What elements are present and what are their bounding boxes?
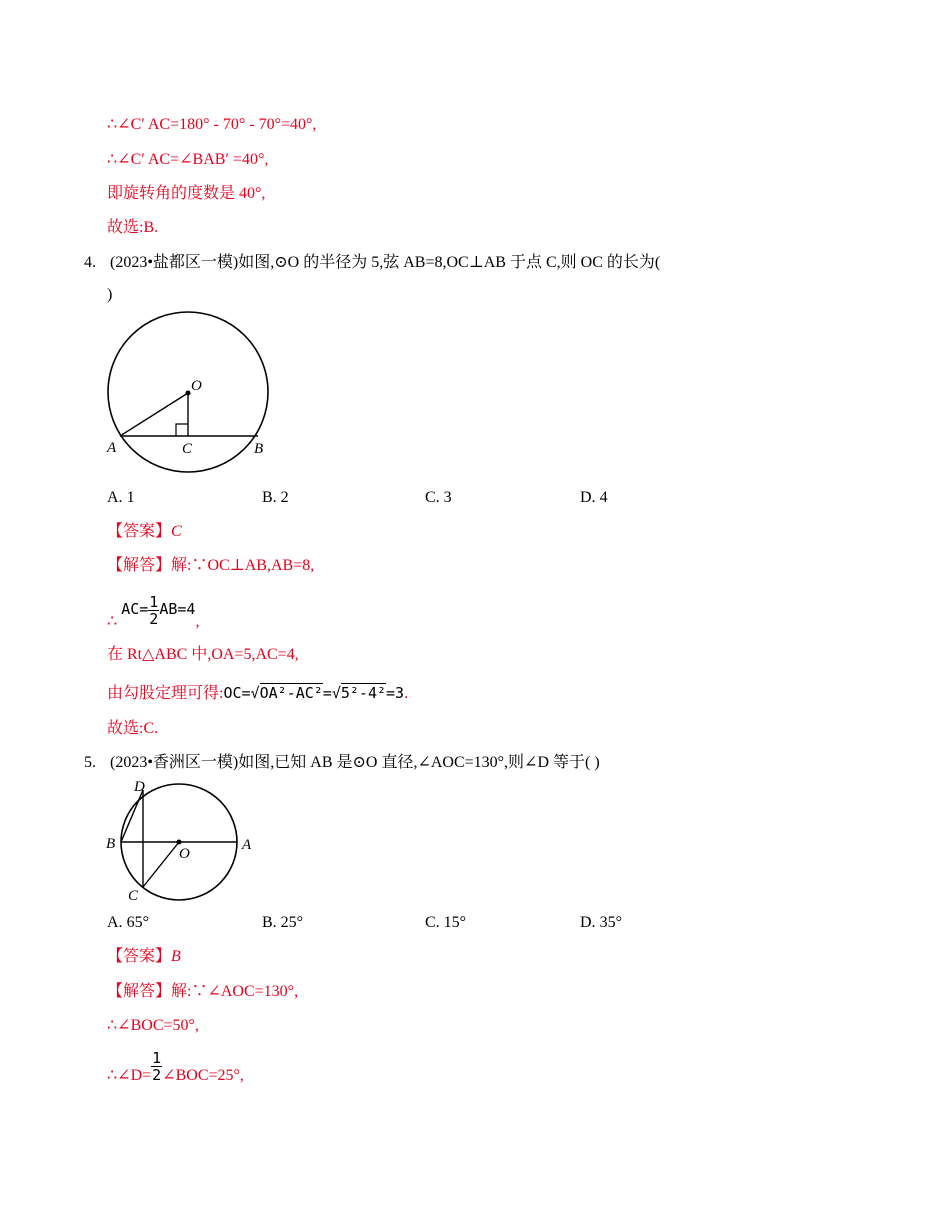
q4-option-d: D. 4: [580, 489, 608, 506]
q4-option-b: B. 2: [262, 489, 289, 506]
q5-center-point: [177, 840, 182, 845]
q4-label-c: C: [182, 441, 193, 457]
prev-solution-line-2: ∴∠C′ AC=∠BAB′ =40°,: [107, 151, 269, 168]
q4-right-angle-mark: [176, 424, 188, 436]
q4-answer: [107, 522, 182, 542]
q5-solution-line-2: ∴∠BOC=50°,: [107, 1017, 199, 1034]
q4-option-a: A. 1: [107, 489, 135, 506]
q5-option-b: B. 25°: [262, 914, 304, 931]
q5-answer: [107, 947, 181, 967]
q4-solution-line-4: 由勾股定理可得:OC=√OA²-AC²=√5²-4²=3.: [107, 684, 409, 702]
q5-label-b: B: [106, 836, 116, 852]
q5-solution-line-1: 【解答】解:∵∠AOC=130°,: [107, 983, 299, 1000]
q4-stem: (2023•盐都区一模)如图,⊙O 的半径为 5,弦 AB=8,OC⊥AB 于点 C,则 OC 的长为(: [110, 254, 661, 271]
q5-label-o: O: [179, 846, 190, 862]
q4-solution-line-3: 在 Rt△ABC 中,OA=5,AC=4,: [107, 646, 299, 663]
prev-solution-line-1: ∴∠C′ AC=180° - 70° - 70°=40°,: [107, 116, 317, 133]
q5-radius-oc: [143, 842, 179, 887]
prev-solution-line-3: 即旋转角的度数是 40°,: [107, 185, 266, 202]
q4-solution-line-2: ∴ AC= $\frac{1}{2}$ AB=4,: [107, 593, 200, 631]
q4-radius-oa: [120, 393, 188, 436]
q5-number: 5.: [84, 754, 96, 771]
q5-label-a: A: [242, 837, 252, 853]
q4-circle-figure: [100, 310, 280, 480]
q5-label-c: C: [128, 888, 139, 904]
q4-center-point: [186, 391, 191, 396]
q4-option-c: C. 3: [425, 489, 452, 506]
q4-label-o: O: [191, 378, 202, 394]
q4-number: 4.: [84, 254, 96, 271]
q5-option-d: D. 35°: [580, 914, 622, 931]
q5-option-a: A. 65°: [107, 914, 149, 931]
q4-solution-line-5: 故选:C.: [107, 720, 159, 737]
q5-solution-label: 【解答】: [107, 983, 172, 1000]
q4-answer-value: C: [171, 523, 182, 540]
q5-circle-figure: [100, 778, 260, 908]
q4-stem-end: ): [107, 286, 113, 303]
q4-solution-line-1: 【解答】解:∵OC⊥AB,AB=8,: [107, 557, 315, 574]
q5-option-c: C. 15°: [425, 914, 467, 931]
q4-label-b: B: [254, 441, 264, 457]
q4-solution-label: 【解答】: [107, 557, 172, 574]
q5-solution-line-3: ∴∠D= $\frac{1}{2}$ ∠BOC=25°,: [107, 1049, 244, 1085]
q5-answer-value: B: [171, 948, 181, 965]
q5-answer-label: 【答案】: [107, 948, 172, 965]
q5-label-d: D: [134, 779, 145, 795]
q5-chord-bd: [121, 790, 143, 842]
q4-answer-label: 【答案】: [107, 523, 172, 540]
q5-stem: (2023•香洲区一模)如图,已知 AB 是⊙O 直径,∠AOC=130°,则∠D 等于( ): [110, 754, 600, 771]
q4-label-a: A: [107, 440, 117, 456]
prev-solution-line-4: 故选:B.: [107, 219, 159, 236]
